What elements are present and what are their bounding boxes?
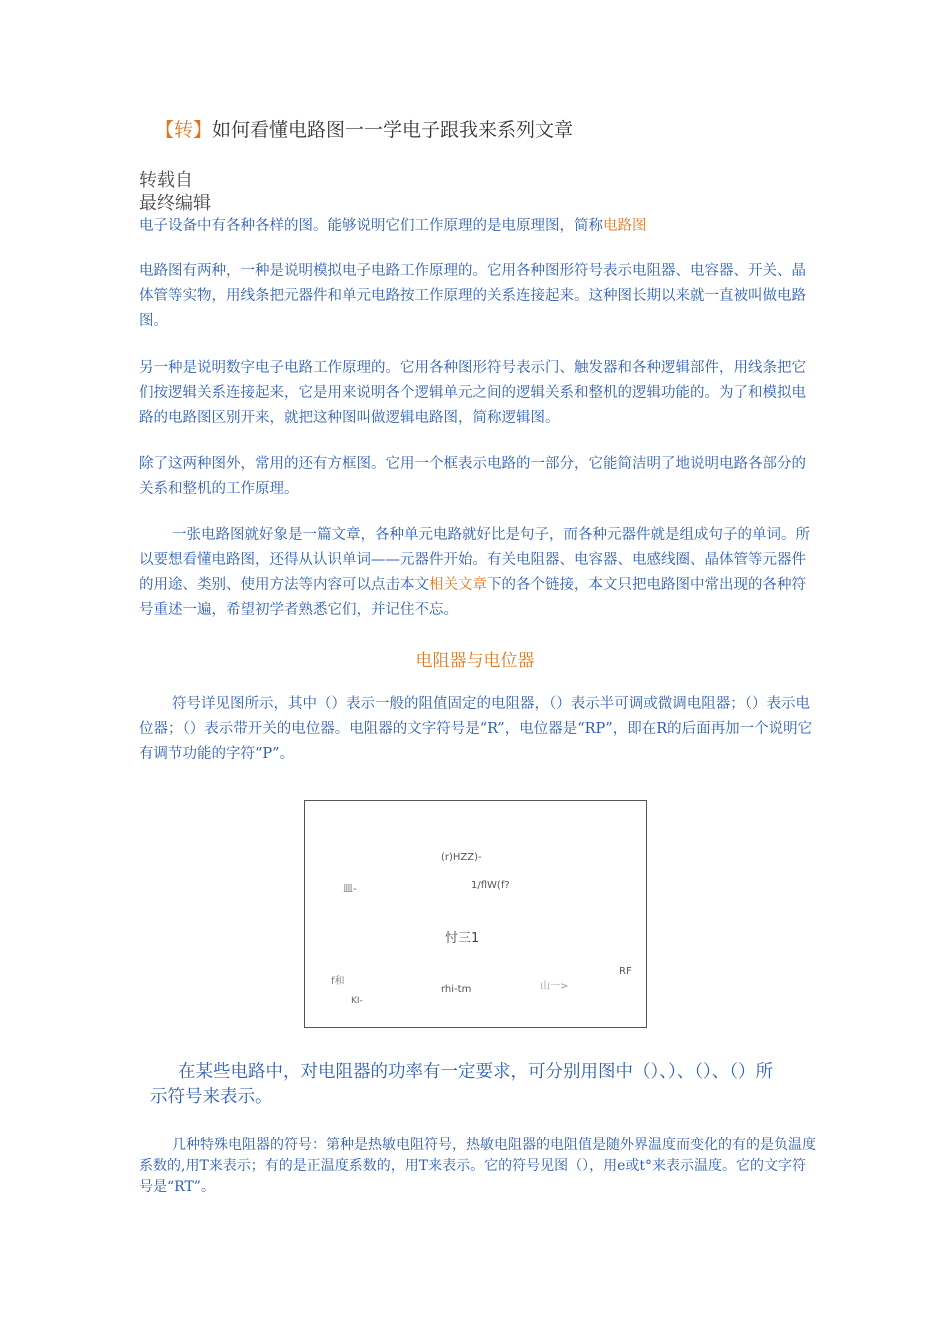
title-text: 如何看懂电路图一一学电子跟我来系列文章 <box>212 119 574 141</box>
figure-label: 1/flW(f? <box>471 880 510 891</box>
article-text-before: 一张电路图就好象是一篇文章，各种单元电路就好比是句子，而各种元器件就是组成句子的单词。所以要想看懂电路图，还得从认识单词——元器件开始。有关电阻器、电容器、电感线圈、晶体管等元器件的用途、类别、使用方法等内容可以点击本文 <box>139 527 810 593</box>
last-edit-label: 最终编辑 <box>139 193 211 214</box>
resistor-symbol-figure <box>304 800 647 1028</box>
figure-label: rhi-tm <box>441 984 472 995</box>
analog-paragraph: 电路图有两种，一种是说明模拟电子电路工作原理的。它用各种图形符号表示电阻器、电容器、开关、晶体管等实物，用线条把元器件和单元电路按工作原理的关系连接起来。这种图长期以来就一直被叫做电路图。 <box>139 263 806 329</box>
intro-text: 电子设备中有各种各样的图。能够说明它们工作原理的是电原理图，简称 <box>139 218 603 234</box>
digital-paragraph: 另一种是说明数字电子电路工作原理的。它用各种图形符号表示门、触发器和各种逻辑部件，用线条把它们按逻辑关系连接起来，它是用来说明各个逻辑单元之间的逻辑关系和整机的逻辑功能的。为了和模拟电路的电路图区别开来，就把这种图叫做逻辑电路图，简称逻辑图。 <box>139 360 806 426</box>
symbols-paragraph: 符号详见图所示，其中（）表示一般的阻值固定的电阻器，（）表示半可调或微调电阻器；（）表示电位器；（）表示带开关的电位器。电阻器的文字符号是“R”，电位器是“RP”，即在R的后面再加一个说明它有调节功能的字符“P”。 <box>139 696 813 762</box>
figure-label: f和 <box>331 976 345 987</box>
figure-label: KI- <box>351 996 363 1006</box>
figure-label: 山一> <box>540 981 569 992</box>
page-title <box>155 115 573 142</box>
section-heading: 电阻器与电位器 <box>415 651 535 671</box>
related-articles-link[interactable]: 相关文章 <box>429 577 487 593</box>
special-resistor-paragraph: 几种特殊电阻器的符号：第种是热敏电阻符号，热敏电阻器的电阻值是随外界温度而变化的有的是负温度系数的,用T来表示；有的是正温度系数的，用T来表示。它的符号见图（），用e或t°来表示温度。它的文字符号是“RT”。 <box>139 1137 816 1195</box>
figure-label: (r)HZZ)- <box>441 852 482 863</box>
reprint-label: 转载自 <box>139 170 193 191</box>
title-bracket-open: 【 <box>155 119 175 141</box>
intro-paragraph <box>139 214 819 239</box>
figure-label: 皿- <box>343 884 357 895</box>
title-bracket-close: 】 <box>193 119 213 141</box>
circuit-diagram-link[interactable]: 电路图 <box>603 218 647 234</box>
block-diagram-paragraph: 除了这两种图外，常用的还有方框图。它用一个框表示电路的一部分，它能简洁明了地说明电路各部分的关系和整机的工作原理。 <box>139 456 806 497</box>
power-paragraph: 在某些电路中，对电阻器的功率有一定要求，可分别用图中（）、）、（）、（）所示符号来表示。 <box>150 1062 773 1107</box>
title-tag: 转 <box>174 119 194 141</box>
figure-label: RF <box>619 966 632 977</box>
article-paragraph <box>139 523 819 623</box>
figure-label: 忖三1 <box>445 931 480 946</box>
article-text-after: 下的各个链接，本文只把电路图中常出现的各种符号重述一遍，希望初学者熟悉它们，并记住不忘。 <box>139 577 806 618</box>
